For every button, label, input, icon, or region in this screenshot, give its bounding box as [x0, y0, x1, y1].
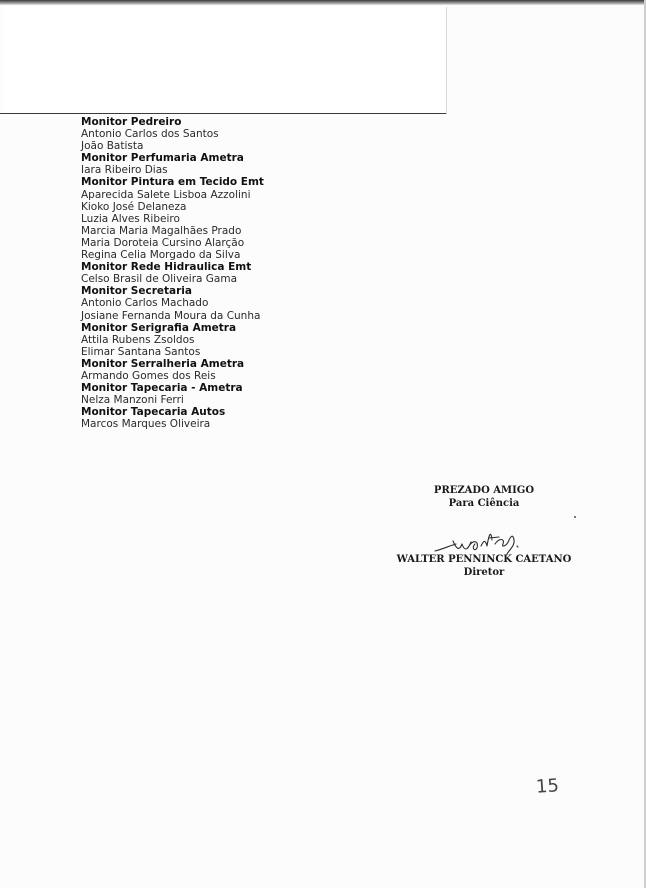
note: Para Ciência: [448, 498, 520, 509]
signer-title: Diretor: [463, 567, 505, 578]
member-name: Maria Doroteia Cursino Alarção: [81, 236, 245, 249]
member-name: Nelza Manzoni Ferri: [81, 394, 184, 407]
member-name: Elimar Santana Santos: [81, 345, 201, 358]
scan-speck: [574, 516, 576, 518]
monitor-roster: [81, 116, 381, 430]
group-title: Monitor Secretaria: [81, 285, 192, 298]
member-name: Antonio Carlos dos Santos: [81, 128, 219, 141]
blank-header-area: [4, 6, 446, 113]
header-divider-line: [0, 113, 446, 114]
group-title: Monitor Tapecaria - Ametra: [81, 382, 243, 395]
member-name: Kioko José Delaneza: [81, 200, 187, 213]
group-title: Monitor Tapecaria Autos: [81, 406, 226, 419]
member-name: Regina Celia Morgado da Silva: [81, 249, 241, 262]
handwritten-page-number: 15: [535, 775, 560, 798]
signer-name: WALTER PENNINCK CAETANO: [396, 554, 572, 565]
member-name: Armando Gomes dos Reis: [81, 369, 216, 382]
group-title: Monitor Perfumaria Ametra: [81, 152, 244, 165]
member-name: Luzia Alves Ribeiro: [81, 212, 180, 225]
member-name: Josiane Fernanda Moura da Cunha: [81, 309, 261, 322]
salutation: PREZADO AMIGO: [433, 485, 535, 496]
group-title: Monitor Serralheria Ametra: [81, 357, 245, 370]
member-name: Antonio Carlos Machado: [81, 297, 209, 310]
member-name: Aparecida Salete Lisboa Azzolini: [81, 188, 251, 201]
scan-top-edge: [0, 0, 646, 5]
member-name: João Batista: [81, 140, 144, 153]
member-name: Celso Brasil de Oliveira Gama: [81, 273, 238, 286]
member-name: Attila Rubens Zsoldos: [81, 333, 195, 346]
group-title: Monitor Pedreiro: [81, 116, 182, 128]
group-title: Monitor Pintura em Tecido Emt: [81, 176, 264, 189]
member-name: Marcos Marques Oliveira: [81, 418, 211, 431]
closing-block: [386, 484, 582, 579]
member-name: Iara Ribeiro Dias: [81, 164, 168, 177]
group-title: Monitor Serigrafia Ametra: [81, 321, 237, 334]
group-title: Monitor Rede Hidraulica Emt: [81, 261, 252, 274]
member-name: Marcia Maria Magalhães Prado: [81, 224, 242, 237]
